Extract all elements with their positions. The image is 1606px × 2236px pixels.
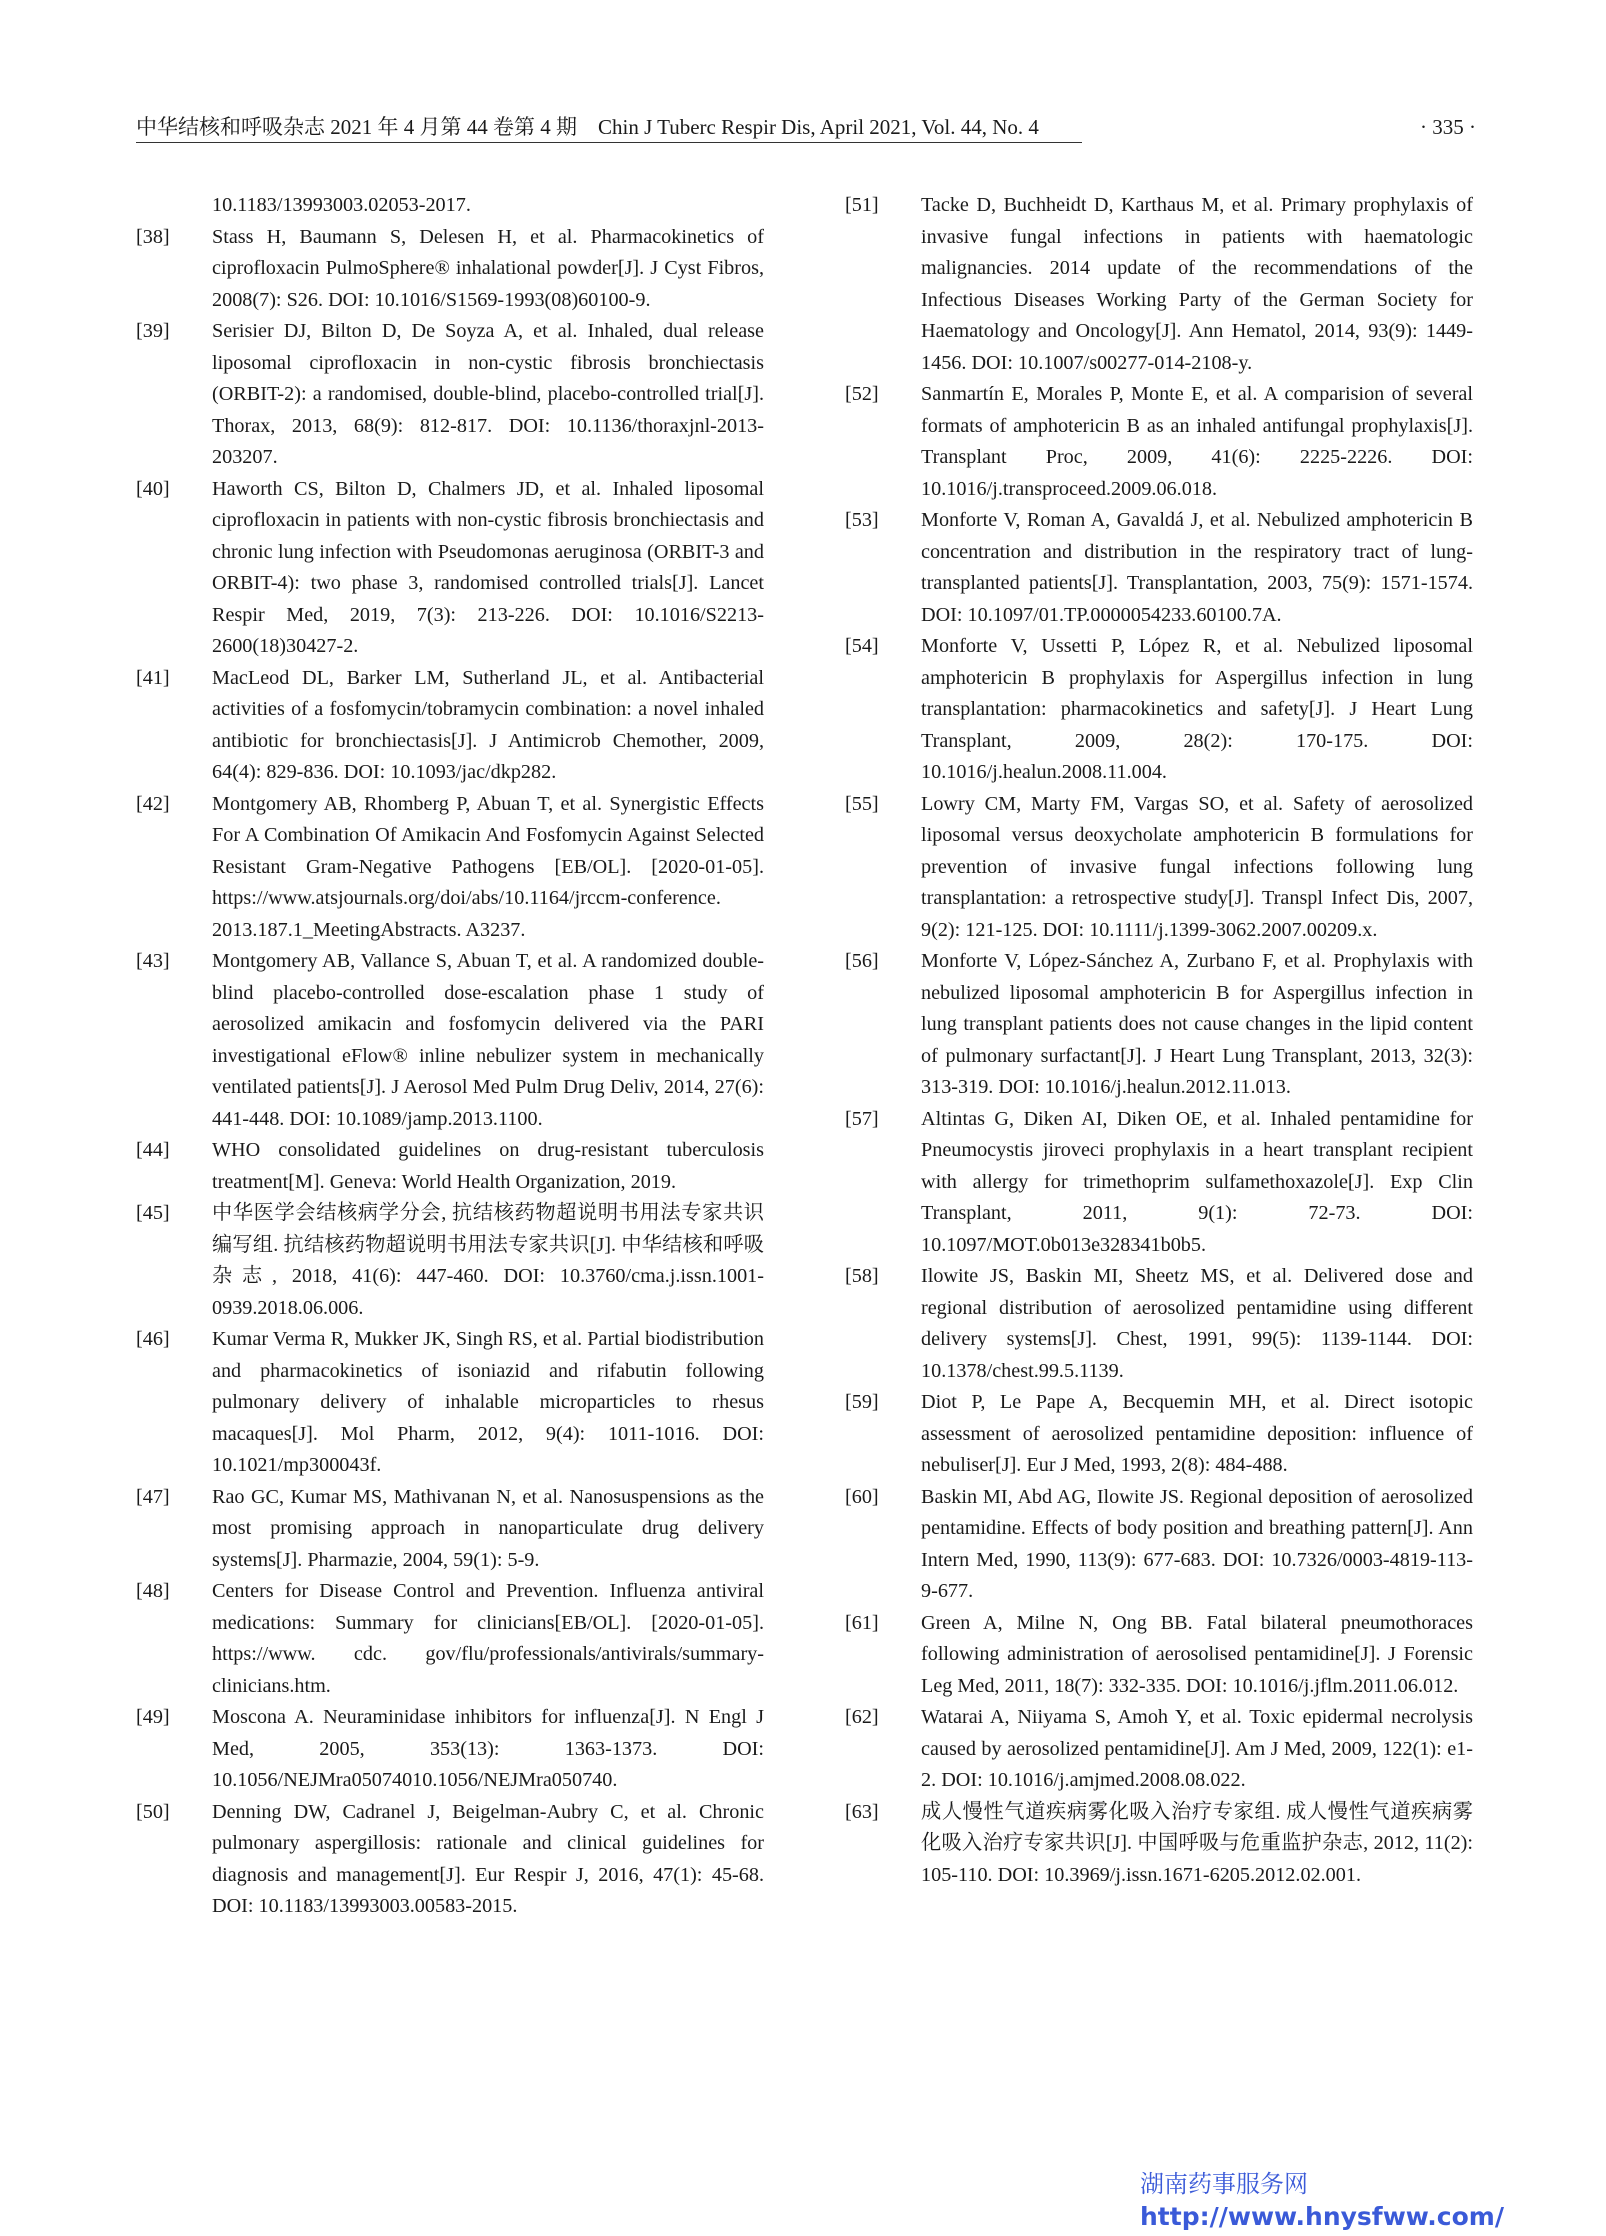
reference-text: Rao GC, Kumar MS, Mathivanan N, et al. Nanosuspensions as the most promising approach in nanoparticulate drug delivery systems[J]. Pharmazie, 2004, 59(1): 5-9.	[212, 1485, 764, 1571]
reference-continuation: 10.1183/13993003.02053-2017.	[212, 194, 471, 216]
reference-text: Altintas G, Diken AI, Diken OE, et al. Inhaled pentamidine for Pneumocystis jiroveci prophylaxis in a heart transplant recipient with allergy for trimethoprim sulfamethoxazole[J]. Exp Clin Transplant, 2011, 9(1): 72-73. DOI: 10.1097/MOT.0b013e328341b0b5.	[921, 1107, 1473, 1256]
reference-item	[845, 505, 1473, 631]
reference-item	[136, 316, 764, 474]
reference-number: [59]	[845, 1391, 879, 1413]
reference-number: [62]	[845, 1706, 879, 1728]
reference-number: [44]	[136, 1139, 170, 1161]
reference-number: [46]	[136, 1328, 170, 1350]
reference-item	[845, 946, 1473, 1104]
reference-item	[845, 1261, 1473, 1387]
reference-number: [53]	[845, 509, 879, 531]
reference-text: Monforte V, Roman A, Gavaldá J, et al. Nebulized amphotericin B concentration and distribution in the respiratory tract of lung-transplanted patients[J]. Transplantation, 2003, 75(9): 1571-1574. DOI: 10.1097/01.TP.0000054233.60100.7A.	[921, 509, 1473, 626]
reference-column-left	[136, 190, 764, 1923]
reference-item	[136, 1198, 764, 1324]
reference-number: [58]	[845, 1265, 879, 1287]
running-header	[136, 112, 1476, 142]
reference-item	[845, 1797, 1473, 1892]
reference-item	[136, 946, 764, 1135]
reference-item	[136, 222, 764, 317]
reference-item	[136, 663, 764, 789]
reference-column-right	[845, 190, 1473, 1891]
reference-number: [38]	[136, 225, 170, 248]
reference-text: Green A, Milne N, Ong BB. Fatal bilateral pneumothoraces following administration of aerosolised pentamidine[J]. J Forensic Leg Med, 2011, 18(7): 332-335. DOI: 10.1016/j.jflm.2011.06.012.	[921, 1611, 1473, 1697]
reference-item	[136, 789, 764, 947]
watermark	[1140, 2168, 1504, 2234]
reference-number: [43]	[136, 950, 170, 972]
reference-item	[845, 379, 1473, 505]
reference-number: [49]	[136, 1706, 170, 1728]
reference-number: [54]	[845, 635, 879, 657]
reference-number: [48]	[136, 1580, 170, 1602]
reference-number: [57]	[845, 1107, 879, 1130]
reference-text: Watarai A, Niiyama S, Amoh Y, et al. Toxic epidermal necrolysis caused by aerosolized pentamidine[J]. Am J Med, 2009, 122(1): e1-2. DOI: 10.1016/j.amjmed.2008.08.022.	[921, 1706, 1473, 1791]
reference-text: Serisier DJ, Bilton D, De Soyza A, et al. Inhaled, dual release liposomal ciprofloxacin in non-cystic fibrosis bronchiectasis (ORBIT-2): a randomised, double-blind, placebo-controlled trial[J]. Thorax, 2013, 68(9): 812-817. DOI: 10.1136/thoraxjnl-2013-203207.	[212, 320, 764, 468]
reference-text: MacLeod DL, Barker LM, Sutherland JL, et al. Antibacterial activities of a fosfomycin/tobramycin combination: a novel inhaled antibiotic for bronchiectasis[J]. J Antimicrob Chemother, 2009, 64(4): 829-836. DOI: 10.1093/jac/dkp282.	[212, 666, 764, 783]
reference-item	[136, 1482, 764, 1577]
reference-number: [45]	[136, 1202, 170, 1224]
reference-text: Diot P, Le Pape A, Becquemin MH, et al. Direct isotopic assessment of aerosolized pentamidine deposition: influence of nebuliser[J]. Eur J Med, 1993, 2(8): 484-488.	[921, 1391, 1473, 1476]
reference-text: Ilowite JS, Baskin MI, Sheetz MS, et al. Delivered dose and regional distribution of aerosolized pentamidine using different delivery systems[J]. Chest, 1991, 99(5): 1139-1144. DOI: 10.1378/chest.99.5.1139.	[921, 1265, 1473, 1382]
reference-text: Haworth CS, Bilton D, Chalmers JD, et al. Inhaled liposomal ciprofloxacin in patients with non-cystic fibrosis bronchiectasis and chronic lung infection with Pseudomonas aeruginosa (ORBIT-3 and ORBIT-4): two phase 3, randomised controlled trials[J]. Lancet Respir Med, 2019, 7(3): 213-226. DOI: 10.1016/S2213-2600(18)30427-2.	[212, 477, 764, 657]
reference-text: Monforte V, Ussetti P, López R, et al. Nebulized liposomal amphotericin B prophylaxis for Aspergillus infection in lung transplantation: pharmacokinetics and safety[J]. J Heart Lung Transplant, 2009, 28(2): 170-175. DOI: 10.1016/j.healun.2008.11.004.	[921, 635, 1473, 783]
reference-number: [55]	[845, 792, 879, 815]
reference-item	[845, 190, 1473, 379]
reference-text: 成人慢性气道疾病雾化吸入治疗专家组. 成人慢性气道疾病雾化吸入治疗专家共识[J]. 中国呼吸与危重监护杂志, 2012, 11(2): 105-110. DOI: 10.3969/j.issn.1671-6205.2012.02.001.	[921, 1800, 1473, 1886]
reference-text: Moscona A. Neuraminidase inhibitors for influenza[J]. N Engl J Med, 2005, 353(13): 1363-1373. DOI: 10.1056/NEJMra05074010.1056/NEJMra050740.	[212, 1706, 764, 1791]
reference-item	[136, 1702, 764, 1797]
reference-number: [41]	[136, 666, 170, 689]
journal-citation: 中华结核和呼吸杂志 2021 年 4 月第 44 卷第 4 期 Chin J Tuberc Respir Dis, April 2021, Vol. 44, No. 4	[136, 115, 1039, 139]
reference-text: Stass H, Baumann S, Delesen H, et al. Pharmacokinetics of ciprofloxacin PulmoSphere® inhalational powder[J]. J Cyst Fibros, 2008(7): S26. DOI: 10.1016/S1569-1993(08)60100-9.	[212, 225, 764, 311]
reference-item	[845, 789, 1473, 947]
reference-text: Lowry CM, Marty FM, Vargas SO, et al. Safety of aerosolized liposomal versus deoxycholate amphotericin B formulations for prevention of invasive fungal infections following lung transplantation: a retrospective study[J]. Transpl Infect Dis, 2007, 9(2): 121-125. DOI: 10.1111/j.1399-3062.2007.00209.x.	[921, 792, 1473, 941]
reference-text: Monforte V, López-Sánchez A, Zurbano F, et al. Prophylaxis with nebulized liposomal amphotericin B for Aspergillus infection in lung transplant patients does not cause changes in the lipid content of pulmonary surfactant[J]. J Heart Lung Transplant, 2013, 32(3): 313-319. DOI: 10.1016/j.healun.2012.11.013.	[921, 950, 1473, 1098]
reference-text: Montgomery AB, Rhomberg P, Abuan T, et al. Synergistic Effects For A Combination Of Amikacin And Fosfomycin Against Selected Resistant Gram-Negative Pathogens [EB/OL]. [2020-01-05]. https://www.atsjournals.org/doi/abs/10.1164/jrccm-conference. 2013.187.1_MeetingAbstracts. A3237.	[212, 792, 764, 941]
reference-item	[845, 1387, 1473, 1482]
reference-item	[136, 1576, 764, 1702]
reference-text: Kumar Verma R, Mukker JK, Singh RS, et al. Partial biodistribution and pharmacokinetics of isoniazid and rifabutin following pulmonary delivery of inhalable microparticles to rhesus macaques[J]. Mol Pharm, 2012, 9(4): 1011-1016. DOI: 10.1021/mp300043f.	[212, 1328, 764, 1476]
reference-item	[845, 1482, 1473, 1608]
reference-item	[845, 1702, 1473, 1797]
reference-text: Tacke D, Buchheidt D, Karthaus M, et al. Primary prophylaxis of invasive fungal infections in patients with haematologic malignancies. 2014 update of the recommendations of the Infectious Diseases Working Party of the German Society for Haematology and Oncology[J]. Ann Hematol, 2014, 93(9): 1449-1456. DOI: 10.1007/s00277-014-2108-y.	[921, 194, 1473, 374]
reference-item	[845, 1608, 1473, 1703]
reference-number: [40]	[136, 477, 170, 500]
reference-item	[136, 1797, 764, 1923]
reference-number: [50]	[136, 1800, 170, 1823]
reference-item	[136, 1135, 764, 1198]
reference-number: [63]	[845, 1800, 879, 1823]
reference-item	[845, 631, 1473, 789]
reference-number: [47]	[136, 1485, 170, 1508]
reference-text: Baskin MI, Abd AG, Ilowite JS. Regional deposition of aerosolized pentamidine. Effects of body position and breathing pattern[J]. Ann Intern Med, 1990, 113(9): 677-683. DOI: 10.7326/0003-4819-113-9-677.	[921, 1485, 1473, 1602]
reference-item	[136, 1324, 764, 1482]
reference-text: 中华医学会结核病学分会, 抗结核药物超说明书用法专家共识编写组. 抗结核药物超说明书用法专家共识[J]. 中华结核和呼吸杂志, 2018, 41(6): 447-460. DOI: 10.3760/cma.j.issn.1001-0939.2018.06.006.	[212, 1202, 764, 1319]
reference-item	[845, 1104, 1473, 1262]
reference-number: [56]	[845, 950, 879, 972]
reference-number: [51]	[845, 194, 879, 216]
reference-number: [42]	[136, 792, 170, 815]
reference-item	[136, 474, 764, 663]
page-number: · 335 ·	[1420, 115, 1476, 139]
reference-number: [60]	[845, 1485, 879, 1508]
watermark-title: 湖南药事服务网	[1140, 2170, 1308, 2198]
reference-text: Centers for Disease Control and Prevention. Influenza antiviral medications: Summary for clinicians[EB/OL]. [2020-01-05]. https://www. cdc. gov/flu/professionals/antivirals/summary-clinicians.htm.	[212, 1580, 764, 1697]
reference-text: WHO consolidated guidelines on drug-resistant tuberculosis treatment[M]. Geneva: World Health Organization, 2019.	[212, 1139, 764, 1193]
reference-text: Sanmartín E, Morales P, Monte E, et al. A comparision of several formats of amphotericin B as an inhaled antifungal prophylaxis[J]. Transplant Proc, 2009, 41(6): 2225-2226. DOI: 10.1016/j.transproceed.2009.06.018.	[921, 383, 1473, 500]
reference-number: [61]	[845, 1611, 879, 1634]
watermark-url: http://www.hnysfww.com/	[1140, 2202, 1504, 2231]
reference-text: Denning DW, Cadranel J, Beigelman-Aubry C, et al. Chronic pulmonary aspergillosis: rationale and clinical guidelines for diagnosis and management[J]. Eur Respir J, 2016, 47(1): 45-68. DOI: 10.1183/13993003.00583-2015.	[212, 1800, 764, 1917]
reference-number: [39]	[136, 320, 170, 342]
reference-number: [52]	[845, 383, 879, 405]
header-rule	[136, 142, 1082, 143]
reference-text: Montgomery AB, Vallance S, Abuan T, et al. A randomized double-blind placebo-controlled dose-escalation phase 1 study of aerosolized amikacin and fosfomycin delivered via the PARI investigational eFlow® inline nebulizer system in mechanically ventilated patients[J]. J Aerosol Med Pulm Drug Deliv, 2014, 27(6): 441-448. DOI: 10.1089/jamp.2013.1100.	[212, 950, 764, 1130]
